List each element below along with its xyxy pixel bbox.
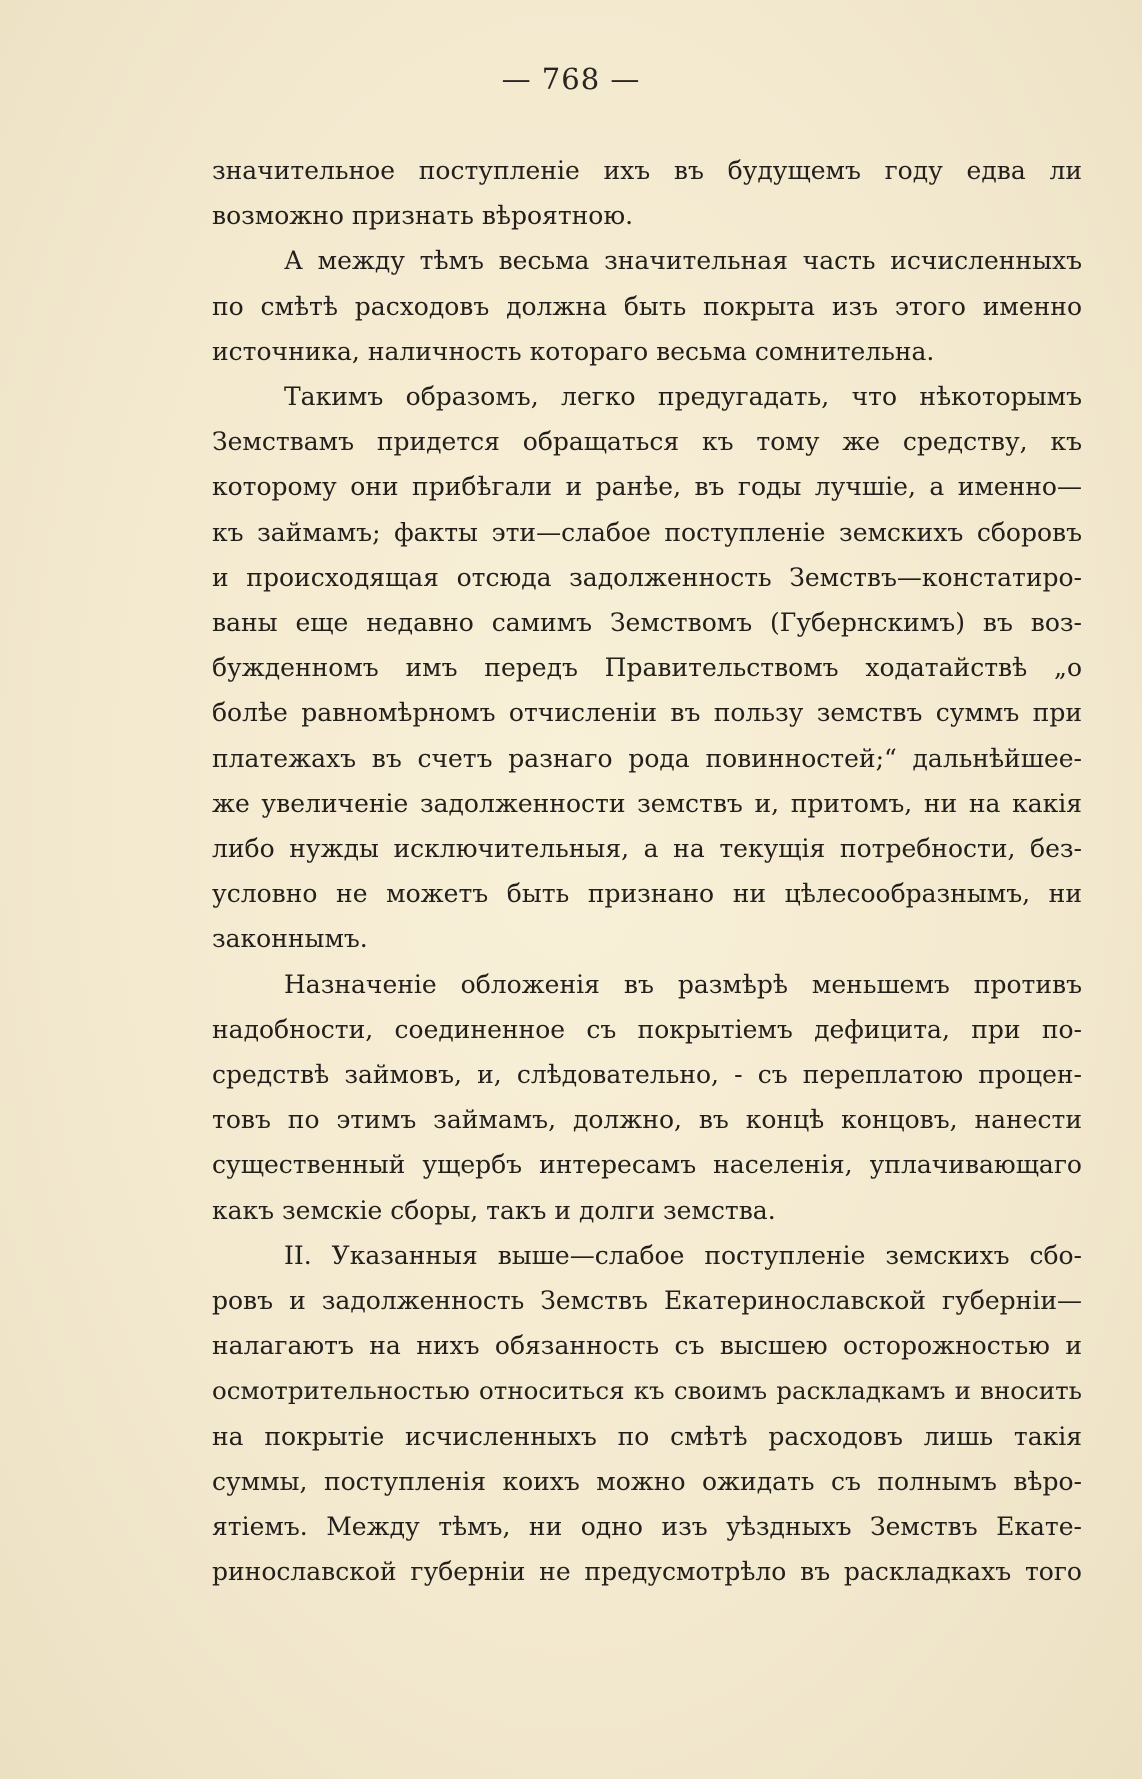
text-line: же увеличеніе задолженности земствъ и, притомъ, ни на какія [212, 788, 1082, 818]
text-line: бужденномъ имъ передъ Правительствомъ ходатайствѣ „о [212, 653, 1082, 683]
text-line: какъ земскіе сборы, такъ и долги земства. [212, 1195, 776, 1225]
text-line: ятіемъ. Между тѣмъ, ни одно изъ уѣздныхъ Земствъ Екате- [212, 1512, 1082, 1542]
text-line: законнымъ. [212, 924, 368, 954]
body-text [212, 148, 1082, 1595]
text-line: осмотрительностью относиться къ своимъ раскладкамъ и вносить [212, 1376, 1082, 1406]
text-line: средствѣ займовъ, и, слѣдовательно, - съ переплатою процен- [212, 1060, 1082, 1090]
page-number: — 768 — [501, 62, 641, 96]
text-line: Назначеніе обложенія въ размѣрѣ меньшемъ противъ [284, 969, 1082, 999]
text-line: А между тѣмъ весьма значительная часть исчисленныхъ [284, 246, 1082, 276]
text-line: Такимъ образомъ, легко предугадать, что нѣкоторымъ [284, 382, 1082, 412]
text-line: либо нужды исключительныя, а на текущія потребности, без- [212, 834, 1082, 864]
text-line: ваны еще недавно самимъ Земствомъ (Губернскимъ) въ воз- [212, 608, 1082, 638]
text-line: къ займамъ; факты эти—слабое поступленіе земскихъ сборовъ [212, 517, 1082, 547]
text-line: ровъ и задолженность Земствъ Екатеринославской губерніи— [212, 1286, 1082, 1316]
text-line: Земствамъ придется обращаться къ тому же средству, къ [212, 427, 1082, 457]
text-line: суммы, поступленія коихъ можно ожидать съ полнымъ вѣро- [212, 1466, 1082, 1496]
text-line: по смѣтѣ расходовъ должна быть покрыта изъ этого именно [212, 291, 1082, 321]
text-line: и происходящая отсюда задолженность Земствъ—констатиро- [212, 562, 1082, 592]
text-line: болѣе равномѣрномъ отчисленіи въ пользу земствъ суммъ при [212, 698, 1082, 728]
text-line: налагаютъ на нихъ обязанность съ высшею осторожностью и [212, 1331, 1082, 1361]
text-line: которому они прибѣгали и ранѣе, въ годы лучшіе, а именно— [212, 472, 1082, 502]
text-line: II. Указанныя выше—слабое поступленіе земскихъ сбо- [284, 1240, 1082, 1270]
text-line: существенный ущербъ интересамъ населенія, уплачивающаго [212, 1150, 1082, 1180]
text-line: на покрытіе исчисленныхъ по смѣтѣ расходовъ лишь такія [212, 1421, 1082, 1451]
text-line: надобности, соединенное съ покрытіемъ дефицита, при по- [212, 1014, 1082, 1044]
text-line: условно не можетъ быть признано ни цѣлесообразнымъ, ни [212, 879, 1082, 909]
text-line: возможно признать вѣроятною. [212, 201, 634, 231]
text-line: платежахъ въ счетъ разнаго рода повинностей;“ дальнѣйшее- [212, 743, 1082, 773]
text-line: значительное поступленіе ихъ въ будущемъ году едва ли [212, 156, 1082, 185]
text-line: источника, наличность котораго весьма сомнительна. [212, 336, 935, 366]
text-line: товъ по этимъ займамъ, должно, въ концѣ концовъ, нанести [212, 1105, 1082, 1135]
text-line: ринославской губерніи не предусмотрѣло въ раскладкахъ того [212, 1557, 1082, 1587]
